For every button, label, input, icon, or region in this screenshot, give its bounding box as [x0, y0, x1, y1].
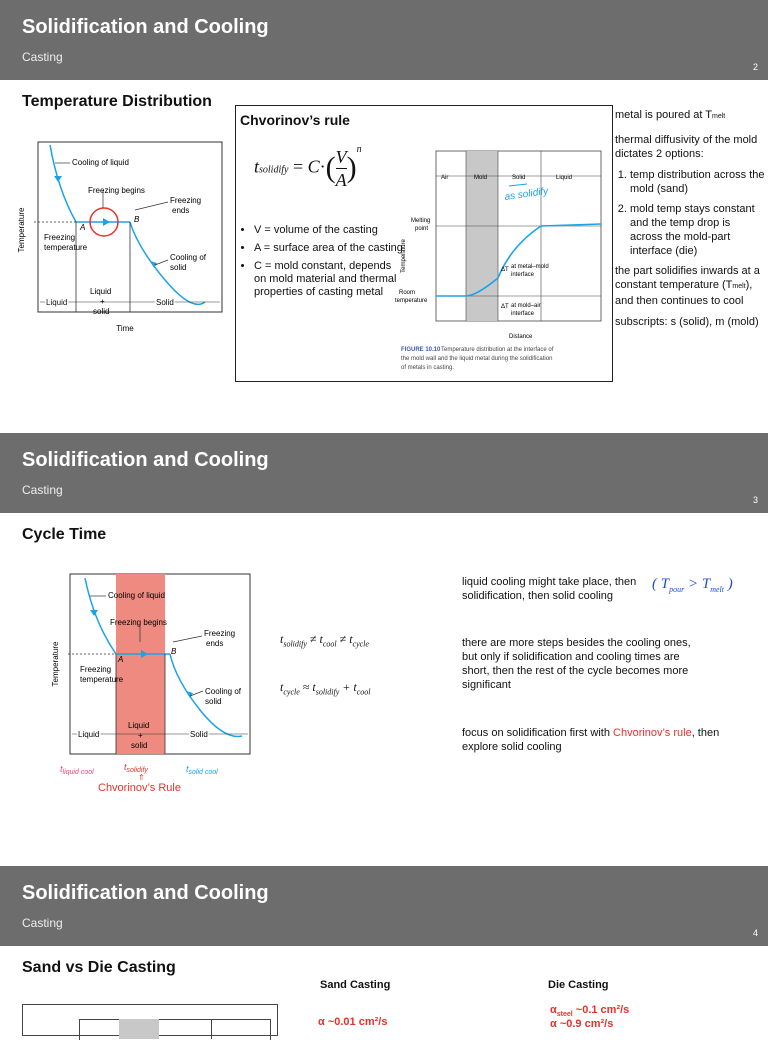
- svg-text:solid: solid: [170, 263, 187, 272]
- svg-text:Freezing begins: Freezing begins: [110, 618, 167, 627]
- label-freezing-ends: Freezing: [170, 196, 202, 205]
- slide-header: [0, 866, 768, 946]
- equation-cycle: $t_{cycle} \approx t_{solidify} + t_{cool}$: [280, 680, 371, 697]
- svg-text:temperature: temperature: [80, 675, 124, 684]
- svg-text:as solidify: as solidify: [503, 185, 549, 203]
- svg-text:at mold–air: at mold–air: [511, 303, 541, 309]
- slide-subtitle: Casting: [22, 916, 63, 930]
- notes-column: metal is poured at Tmelt thermal diffusivity of the mold dictates 2 options: 1. temp distribution across the mold (sand) 2. mold temp stays constant and the temp drop is across the mold-part interface (die) the part solidifies inwards at a constant temperature (Tmelt), and then continues to cool subscripts: s (solid), m (mold): [615, 108, 765, 329]
- cooling-curve-diagram: [10, 130, 235, 345]
- note-poured: metal is poured at T: [615, 109, 713, 121]
- note-subscripts: subscripts: s (solid), m (mold): [615, 316, 759, 328]
- svg-text:Mold: Mold: [474, 175, 488, 181]
- slide-gap: [0, 390, 768, 432]
- bullet-v: • V = volume of the casting: [254, 224, 404, 237]
- note-option-2: 2. mold temp stays constant and the temp drop is across the mold-part interface (die): [630, 202, 765, 258]
- svg-text:+: +: [100, 297, 105, 306]
- section-title: Sand vs Die Casting: [22, 959, 176, 976]
- note-option-1: 1. temp distribution across the mold (sand): [630, 168, 765, 196]
- svg-text:ends: ends: [206, 639, 224, 648]
- svg-text:solid: solid: [131, 741, 148, 750]
- svg-text:⇑: ⇑: [138, 773, 145, 782]
- svg-text:Freezing: Freezing: [80, 665, 112, 674]
- point-a: A: [80, 223, 86, 232]
- label-cooling-liquid: Cooling of liquid: [72, 158, 129, 167]
- svg-text:tliquid cool: $t_{liquid cool}$: [60, 764, 94, 776]
- svg-text:tsolid cool: $t_{solid cool}$: [186, 764, 218, 776]
- svg-text:Temperature: Temperature: [51, 641, 60, 687]
- note-cycle-3: focus on solidification first with Chvorinov’s rule, then explore solid cooling: [462, 727, 720, 753]
- temperature-interface-figure: [395, 146, 606, 376]
- page-number: 4: [752, 928, 758, 938]
- svg-text:A: A: [118, 655, 124, 664]
- handwritten-tpour: ( $T_{pour} > T_{melt}$ ): [652, 576, 733, 594]
- sand-casting-heading: Sand Casting: [320, 979, 391, 991]
- svg-text:interface: interface: [511, 272, 535, 278]
- note-inwards: the part solidifies inwards at a constant temperature (T: [615, 265, 760, 291]
- slide-title: Solidification and Cooling: [22, 16, 269, 38]
- svg-text:B: B: [171, 647, 177, 656]
- svg-text:Liquid: Liquid: [78, 730, 100, 739]
- svg-text:temperature: temperature: [44, 243, 88, 252]
- svg-text:point: point: [415, 226, 429, 232]
- slide-title: Solidification and Cooling: [22, 449, 269, 471]
- bullet-a: • A = surface area of the casting: [254, 242, 404, 255]
- slide-header: [0, 433, 768, 513]
- svg-text:Cooling of: Cooling of: [205, 687, 242, 696]
- sand-figure-box: [22, 1004, 278, 1036]
- slide-subtitle: Casting: [22, 483, 63, 497]
- slide-title: Solidification and Cooling: [22, 882, 269, 904]
- slide-subtitle: Casting: [22, 50, 63, 64]
- svg-text:Room: Room: [399, 290, 416, 296]
- page-number: 2: [752, 62, 758, 72]
- svg-text:interface: interface: [511, 311, 535, 317]
- melt-subscript: melt: [712, 113, 726, 120]
- svg-text:Temperature distribution at th: Temperature distribution at the interface of: [441, 347, 554, 353]
- svg-text:+: +: [138, 731, 143, 740]
- svg-text:of metals in casting.: of metals in casting.: [401, 365, 455, 371]
- note-cycle-1: liquid cooling might take place, then solidification, then solid cooling: [462, 576, 637, 602]
- chvorinov-title: Chvorinov’s rule: [240, 112, 350, 128]
- note-diffusivity: thermal diffusivity of the mold dictates 2 options:: [615, 134, 758, 160]
- die-alpha-steel: $\alpha_{steel}$ ~0.1 cm²/s: [550, 1004, 630, 1019]
- svg-text:Freezing: Freezing: [204, 629, 236, 638]
- page-number: 3: [752, 495, 758, 505]
- chvorinov-box: [235, 105, 613, 382]
- svg-text:solid: solid: [93, 307, 110, 316]
- svg-text:tsolidify: $t_{solidify}$: [124, 762, 148, 774]
- die-alpha-2: α ~0.9 cm²/s: [550, 1018, 614, 1030]
- label-freezing-temp: Freezing: [44, 233, 76, 242]
- slide-header: [0, 0, 768, 80]
- svg-text:the mold wall and the liquid m: the mold wall and the liquid metal during the solidification: [401, 356, 553, 362]
- svg-text:FIGURE 10.10: FIGURE 10.10: [401, 347, 441, 353]
- svg-text:Air: Air: [441, 175, 449, 181]
- svg-text:Melting: Melting: [411, 218, 431, 224]
- cycle-time-diagram: [50, 570, 265, 800]
- label-freezing-begins: Freezing begins: [88, 186, 145, 195]
- label-liquid: Liquid: [46, 298, 68, 307]
- bullet-c: • C = mold constant, depends on mold material and thermal properties of casting metal: [254, 260, 404, 299]
- chvorinov-formula: tsolidify = C·( $\frac{V}{A}$ )$^n$: [254, 143, 362, 190]
- axis-time: Time: [116, 324, 134, 333]
- svg-text:temperature: temperature: [395, 298, 428, 304]
- svg-text:Distance: Distance: [509, 334, 533, 340]
- point-b: B: [134, 215, 140, 224]
- svg-text:ends: ends: [172, 206, 190, 215]
- label-cooling-solid: Cooling of: [170, 253, 207, 262]
- die-casting-heading: Die Casting: [548, 979, 609, 991]
- svg-text:Liquid: Liquid: [90, 287, 112, 296]
- svg-text:at metal–mold: at metal–mold: [511, 264, 549, 270]
- chvorinov-bullets: [236, 224, 404, 299]
- chvorinov-rule-label: Chvorinov’s Rule: [98, 782, 181, 794]
- svg-text:ΔT: ΔT: [501, 267, 509, 273]
- sand-alpha: α ~0.01 cm²/s: [318, 1016, 388, 1028]
- svg-text:ΔT: ΔT: [501, 304, 509, 310]
- label-solid: Solid: [156, 298, 174, 307]
- equation-not-equal: $t_{solidify} \ne t_{cool} \ne t_{cycle}$: [280, 632, 369, 649]
- section-title: Temperature Distribution: [22, 93, 212, 110]
- axis-temperature: Temperature: [17, 207, 26, 253]
- section-title: Cycle Time: [22, 526, 107, 543]
- svg-text:Liquid: Liquid: [128, 721, 150, 730]
- svg-text:Temperature: Temperature: [401, 239, 407, 273]
- svg-text:Solid: Solid: [512, 175, 526, 181]
- slide-gap: [0, 820, 768, 866]
- svg-text:Cooling of liquid: Cooling of liquid: [108, 591, 165, 600]
- note-cycle-2: there are more steps besides the cooling ones, but only if solidification and cooling times are short, then the rest of the cycle becomes more significant: [462, 637, 691, 691]
- svg-text:Liquid: Liquid: [556, 175, 573, 181]
- svg-text:Solid: Solid: [190, 730, 208, 739]
- svg-text:solid: solid: [205, 697, 222, 706]
